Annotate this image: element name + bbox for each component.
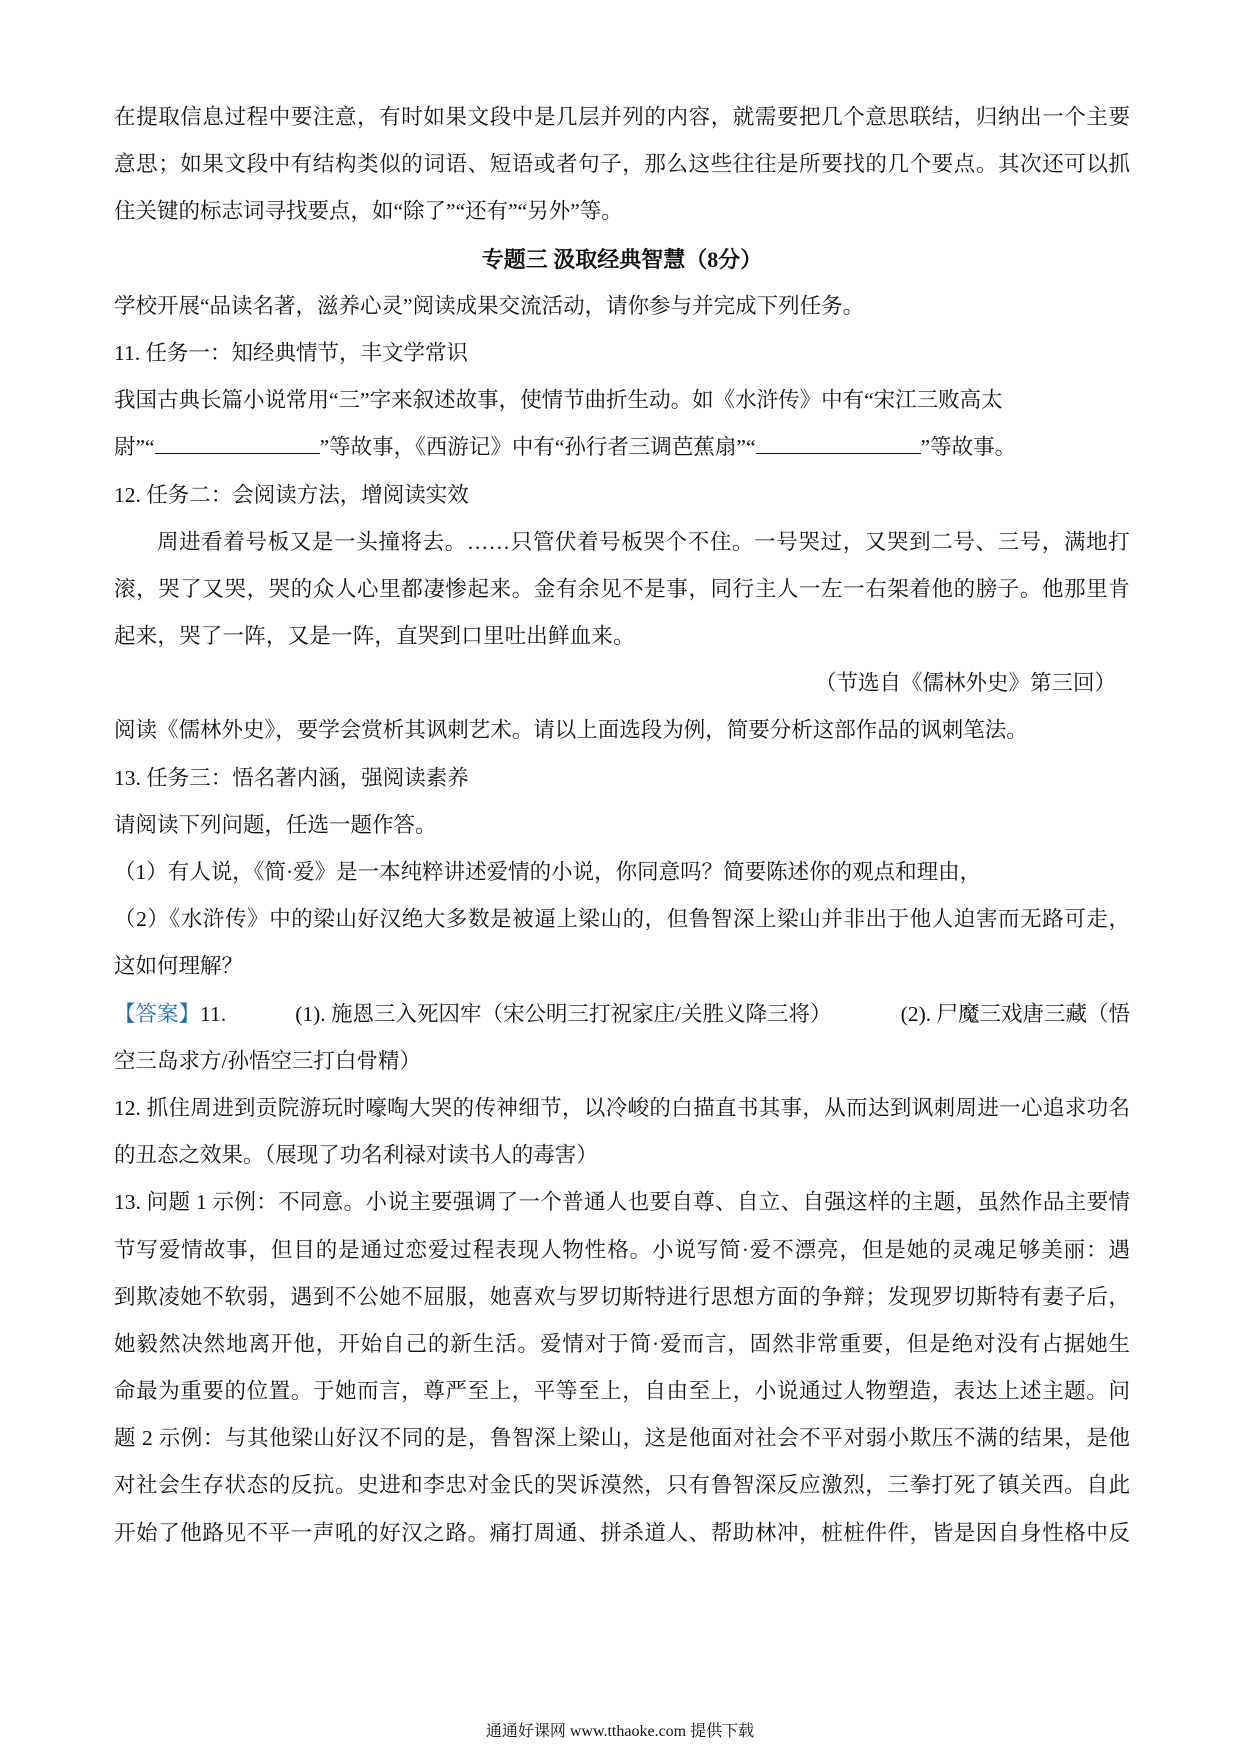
answer-13-line: 题 2 示例：与其他梁山好汉不同的是，鲁智深上梁山，这是他面对社会不平对弱小欺压不满的结果，是他 xyxy=(114,1426,1130,1451)
passage-line: 滚，哭了又哭，哭的众人心里都凄惨起来。金有余见不是事，同行主人一左一右架着他的膀子。他那里肯 xyxy=(114,576,1130,601)
answer-13-line: 13. 问题 1 示例：不同意。小说主要强调了一个普通人也要自尊、自立、自强这样的主题，虽然作品主要情 xyxy=(114,1190,1130,1215)
task1-text: ”等故事。 xyxy=(920,435,1017,460)
answer-12-line: 12. 抓住周进到贡院游玩时嚎啕大哭的传神细节，以冷峻的白描直书其事，从而达到讽刺周进一心追求功名 xyxy=(114,1095,1130,1120)
task1-line: 我国古典长篇小说常用“三”字来叙述故事，使情节曲折生动。如《水浒传》中有“宋江三败高太 xyxy=(114,388,1003,413)
answer-13-line: 她毅然决然地离开他，开始自己的新生活。爱情对于简·爱而言，固然非常重要，但是绝对没有占据她生 xyxy=(114,1331,1130,1356)
intro-tip-line: 意思；如果文段中有结构类似的词语、短语或者句子，那么这些往往是所要找的几个要点。其次还可以抓 xyxy=(114,152,1130,177)
answer-number: 11. xyxy=(200,1001,227,1026)
task3-question-2: 这如何理解？ xyxy=(114,954,244,979)
passage-line: 周进看着号板又是一头撞将去。……只管伏着号板哭个不住。一号哭过，又哭到二号、三号，满地打 xyxy=(157,529,1130,554)
section-heading: 专题三 汲取经典智慧（8分） xyxy=(481,246,763,272)
task3-question-2: （2）《水浒传》中的梁山好汉绝大多数是被逼上梁山的，但鲁智深上梁山并非出于他人迫害而无路可走， xyxy=(114,907,1130,932)
answer-12-line: 的丑态之效果。（展现了功名利禄对读书人的毒害） xyxy=(114,1143,598,1168)
answer-label: 【答案】 xyxy=(114,1001,201,1026)
task3-question-1: （1）有人说，《简·爱》是一本纯粹讲述爱情的小说，你同意吗？简要陈述你的观点和理由， xyxy=(114,860,982,884)
page-content xyxy=(114,94,1130,1557)
task1-line-with-blanks xyxy=(114,424,1130,471)
answer-13-line: 节写爱情故事，但目的是通过恋爱过程表现人物性格。小说写简·爱不漂亮，但是她的灵魂足够美丽：遇 xyxy=(114,1237,1130,1262)
activity-intro: 学校开展“品读名著，滋养心灵”阅读成果交流活动，请你参与并完成下列任务。 xyxy=(114,293,865,318)
answer-11-continuation: 空三岛求方/孙悟空三打白骨精） xyxy=(114,1048,421,1073)
answer-blank[interactable] xyxy=(155,433,320,454)
answer-11-part-2: (2). 尸魔三戏唐三藏（悟 xyxy=(900,1001,1130,1026)
passage-source: （节选自《儒林外史》第三回） xyxy=(814,671,1116,696)
intro-tip-line: 住关键的标志词寻找要点，如“除了”“还有”“另外”等。 xyxy=(114,199,623,224)
answer-blank[interactable] xyxy=(756,433,921,454)
answer-13-line: 命最为重要的位置。于她而言，尊严至上，平等至上，自由至上，小说通过人物塑造，表达上述主题。问 xyxy=(114,1379,1130,1404)
page-footer: 通通好课网 www.tthaoke.com 提供下载 xyxy=(485,1723,755,1740)
task1-heading: 11. 任务一：知经典情节，丰文学常识 xyxy=(114,340,468,365)
task3-heading: 13. 任务三：悟名著内涵，强阅读素养 xyxy=(114,765,469,790)
intro-tip-line: 在提取信息过程中要注意，有时如果文段中是几层并列的内容，就需要把几个意思联结，归纳出一个主要 xyxy=(114,105,1130,129)
task3-instruction: 请阅读下列问题，任选一题作答。 xyxy=(114,812,437,837)
task1-text: ”等故事，《西游记》中有“孙行者三调芭蕉扇”“ xyxy=(319,435,756,460)
answer-11-part-1: (1). 施恩三入死囚牢（宋公明三打祝家庄/关胜义降三将） xyxy=(295,1001,832,1026)
answer-13-line: 开始了他路见不平一声吼的好汉之路。痛打周通、拼杀道人、帮助林冲，桩桩件件，皆是因自身性格中反 xyxy=(114,1520,1130,1545)
task2-question: 阅读《儒林外史》，要学会赏析其讽刺艺术。请以上面选段为例，简要分析这部作品的讽刺笔法。 xyxy=(114,718,1028,743)
answer-11-number xyxy=(114,991,226,1038)
task1-text: 尉”“ xyxy=(114,435,155,460)
passage-line: 起来，哭了一阵，又是一阵，直哭到口里吐出鲜血来。 xyxy=(114,624,635,649)
answer-13-line: 对社会生存状态的反抗。史进和李忠对金氏的哭诉漠然，只有鲁智深反应激烈，三拳打死了镇关西。自此 xyxy=(114,1473,1130,1498)
task2-heading: 12. 任务二：会阅读方法，增阅读实效 xyxy=(114,482,469,507)
answer-13-line: 到欺凌她不软弱，遇到不公她不屈服，她喜欢与罗切斯特进行思想方面的争辩；发现罗切斯特有妻子后， xyxy=(114,1284,1130,1309)
answer-11-row xyxy=(114,991,1130,1038)
